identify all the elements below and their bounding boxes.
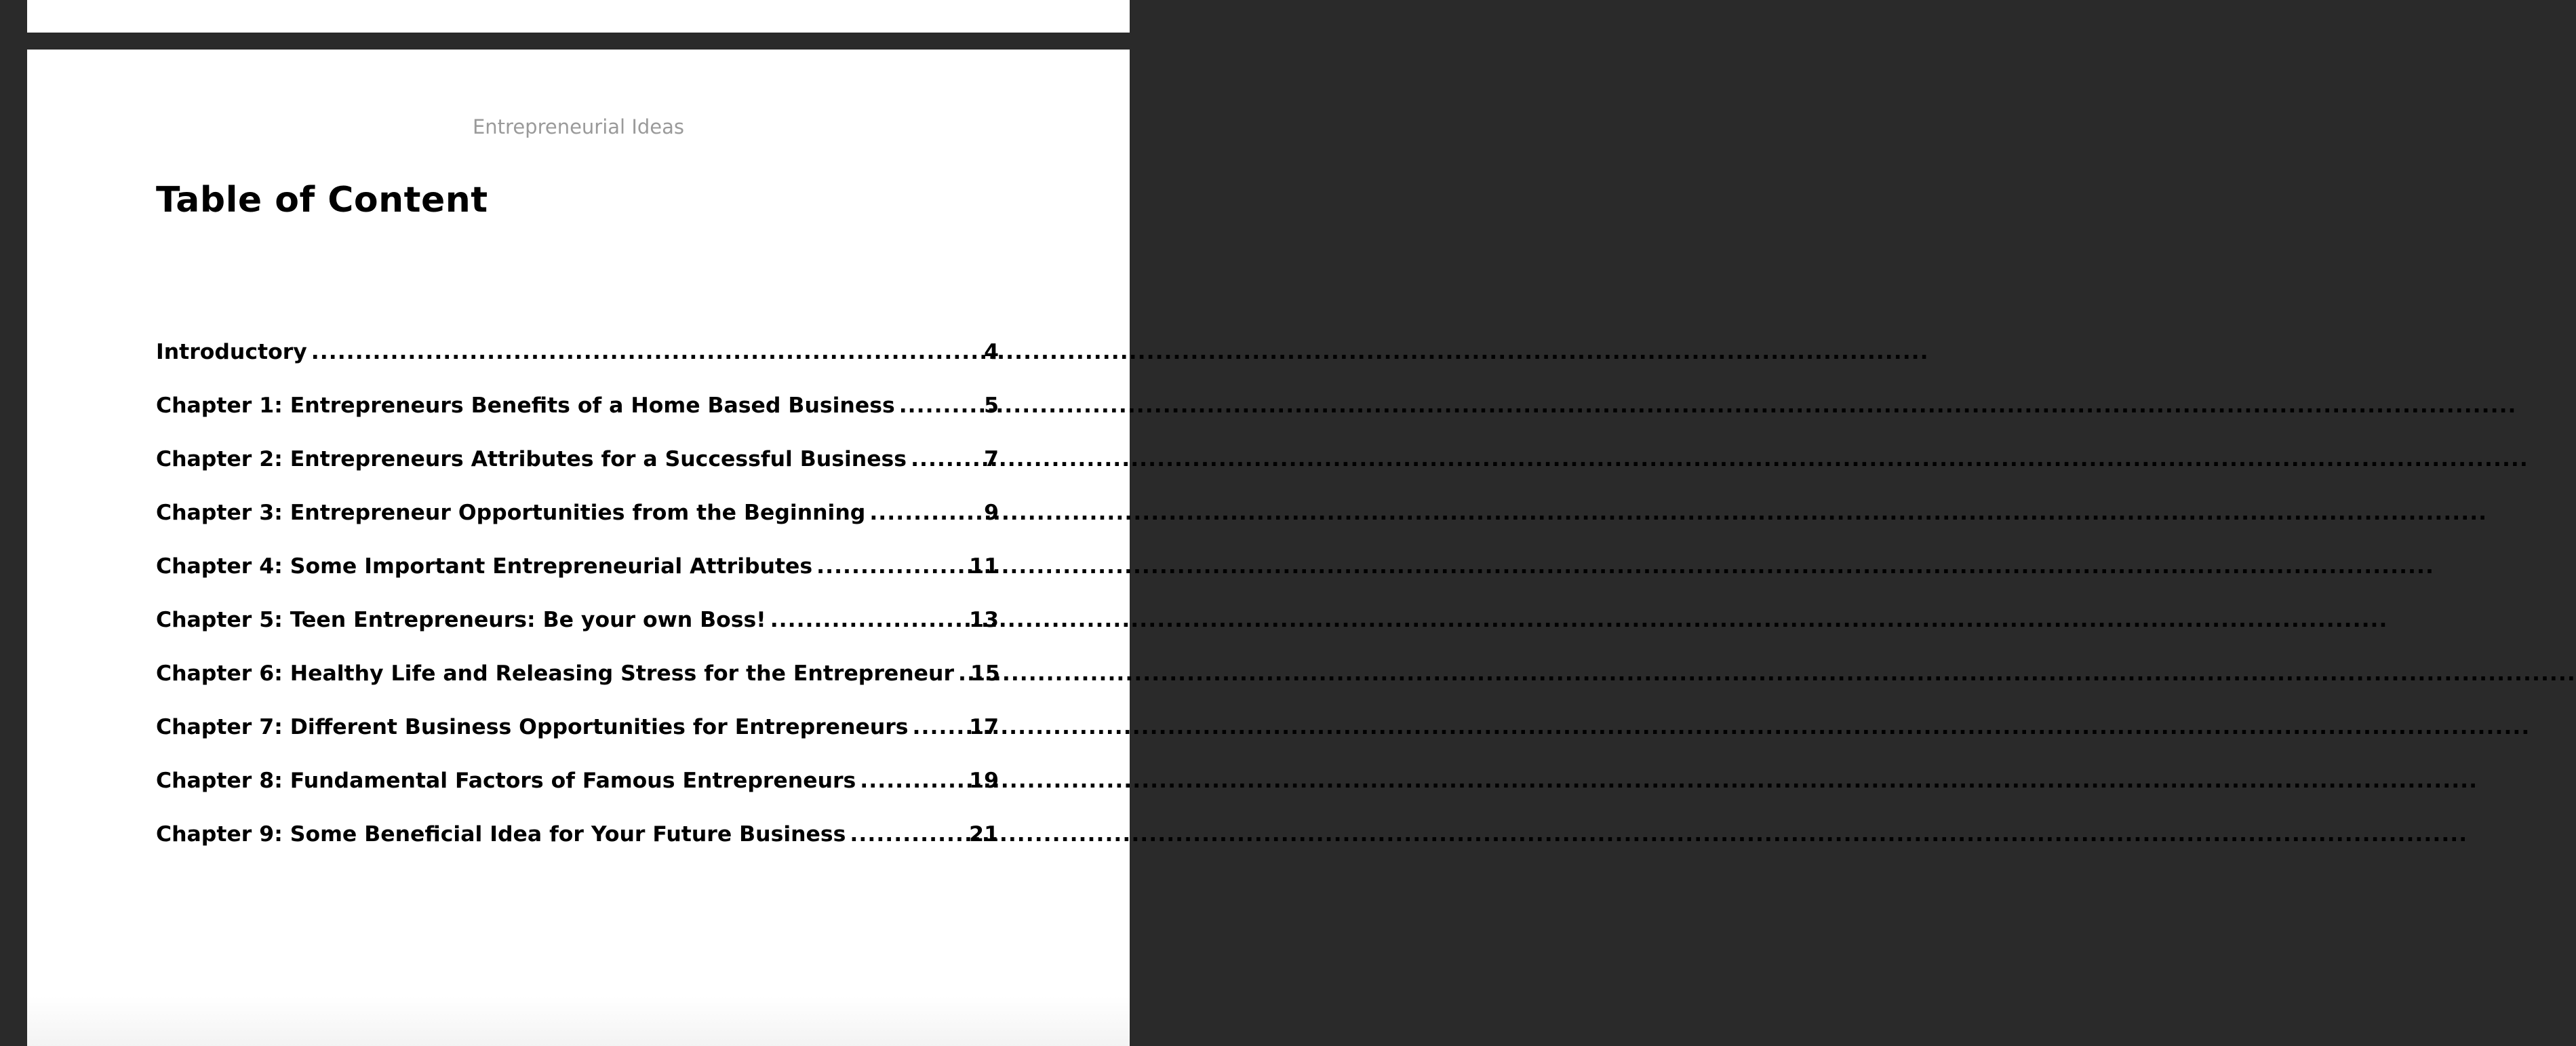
toc-dot-leader bbox=[958, 661, 965, 686]
toc-page-number: 15 bbox=[970, 661, 1000, 686]
toc-entry-label: Chapter 4: Some Important Entrepreneurial Attributes bbox=[156, 554, 813, 579]
toc-entry-chapter-9[interactable] bbox=[156, 822, 999, 876]
toc-page-number: 21 bbox=[969, 822, 999, 847]
previous-page bbox=[27, 0, 1130, 33]
toc-dot-leader bbox=[869, 501, 978, 525]
toc-entry-introductory[interactable] bbox=[156, 340, 999, 393]
toc-dot-leader bbox=[816, 554, 964, 579]
toc-dot-leader bbox=[850, 822, 964, 847]
toc-dot-leader bbox=[899, 393, 978, 418]
toc-page-number: 13 bbox=[969, 608, 999, 632]
toc-page-number: 19 bbox=[969, 769, 999, 793]
toc-entry-chapter-6[interactable] bbox=[156, 661, 999, 715]
toc-entry-label: Introductory bbox=[156, 340, 307, 364]
toc-dot-leader bbox=[770, 608, 964, 632]
table-of-contents bbox=[156, 340, 999, 876]
toc-page-number: 11 bbox=[969, 554, 999, 579]
toc-dot-leader bbox=[913, 715, 964, 739]
toc-dot-leader bbox=[311, 340, 978, 364]
toc-dot-leader bbox=[911, 447, 978, 471]
toc-page-number: 5 bbox=[984, 393, 999, 418]
toc-page-number: 4 bbox=[984, 340, 999, 364]
toc-entry-label: Chapter 5: Teen Entrepreneurs: Be your own Boss! bbox=[156, 608, 766, 632]
toc-entry-chapter-5[interactable] bbox=[156, 608, 999, 661]
toc-entry-label: Chapter 8: Fundamental Factors of Famous Entrepreneurs bbox=[156, 769, 856, 793]
toc-entry-chapter-7[interactable] bbox=[156, 715, 999, 769]
toc-entry-label: Chapter 1: Entrepreneurs Benefits of a Home Based Business bbox=[156, 393, 895, 418]
toc-page-number: 9 bbox=[984, 501, 999, 525]
toc-entry-label: Chapter 2: Entrepreneurs Attributes for a Successful Business bbox=[156, 447, 907, 471]
toc-entry-label: Chapter 7: Different Business Opportunities for Entrepreneurs bbox=[156, 715, 909, 739]
toc-dot-leader bbox=[860, 769, 964, 793]
toc-entry-chapter-4[interactable] bbox=[156, 554, 999, 608]
document-page bbox=[27, 50, 1130, 1046]
toc-page-number: 17 bbox=[969, 715, 999, 739]
toc-entry-chapter-8[interactable] bbox=[156, 769, 999, 822]
toc-page-number: 7 bbox=[984, 447, 999, 471]
toc-entry-chapter-1[interactable] bbox=[156, 393, 999, 447]
toc-entry-label: Chapter 9: Some Beneficial Idea for Your Future Business bbox=[156, 822, 846, 847]
running-header: Entrepreneurial Ideas bbox=[472, 115, 685, 138]
toc-entry-label: Chapter 3: Entrepreneur Opportunities from the Beginning bbox=[156, 501, 866, 525]
toc-entry-chapter-2[interactable] bbox=[156, 447, 999, 501]
page-title: Table of Content bbox=[156, 180, 488, 220]
toc-entry-chapter-3[interactable] bbox=[156, 501, 999, 554]
toc-entry-label: Chapter 6: Healthy Life and Releasing Stress for the Entrepreneur bbox=[156, 661, 955, 686]
